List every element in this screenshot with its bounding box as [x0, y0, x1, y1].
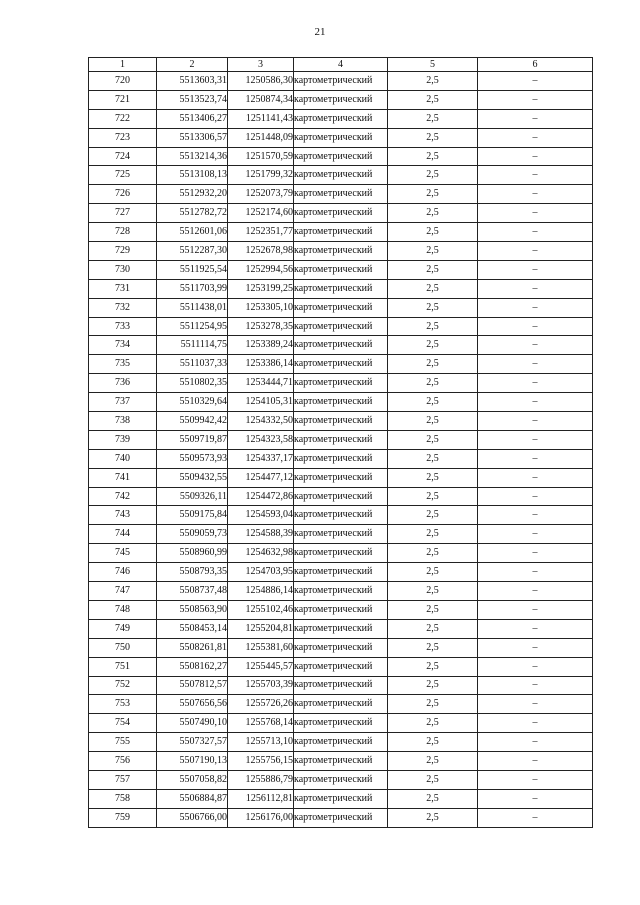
x-coordinate-cell: 5509326,11: [157, 487, 228, 506]
accuracy-cell: 2,5: [388, 430, 478, 449]
page-number: 21: [314, 26, 326, 38]
accuracy-cell: 2,5: [388, 449, 478, 468]
y-coordinate-cell: 1254323,58: [228, 430, 294, 449]
point-number-cell: 724: [89, 147, 157, 166]
method-cell: картометрический: [294, 374, 388, 393]
method-cell: картометрический: [294, 298, 388, 317]
x-coordinate-cell: 5508960,99: [157, 544, 228, 563]
x-coordinate-cell: 5512782,72: [157, 204, 228, 223]
y-coordinate-cell: 1253444,71: [228, 374, 294, 393]
accuracy-cell: 2,5: [388, 714, 478, 733]
table-row: [89, 204, 593, 223]
accuracy-cell: 2,5: [388, 298, 478, 317]
y-coordinate-cell: 1254632,98: [228, 544, 294, 563]
method-cell: картометрический: [294, 714, 388, 733]
description-cell: –: [478, 260, 593, 279]
table-row: [89, 544, 593, 563]
y-coordinate-cell: 1255726,26: [228, 695, 294, 714]
accuracy-cell: 2,5: [388, 72, 478, 91]
method-cell: картометрический: [294, 808, 388, 827]
table-row: [89, 563, 593, 582]
y-coordinate-cell: 1255756,15: [228, 752, 294, 771]
x-coordinate-cell: 5509175,84: [157, 506, 228, 525]
table-row: [89, 582, 593, 601]
y-coordinate-cell: 1255445,57: [228, 657, 294, 676]
accuracy-cell: 2,5: [388, 279, 478, 298]
x-coordinate-cell: 5509719,87: [157, 430, 228, 449]
description-cell: –: [478, 147, 593, 166]
y-coordinate-cell: 1255886,79: [228, 770, 294, 789]
accuracy-cell: 2,5: [388, 506, 478, 525]
method-cell: картометрический: [294, 279, 388, 298]
y-coordinate-cell: 1254703,95: [228, 563, 294, 582]
y-coordinate-cell: 1254105,31: [228, 393, 294, 412]
method-cell: картометрический: [294, 544, 388, 563]
point-number-cell: 755: [89, 733, 157, 752]
point-number-cell: 727: [89, 204, 157, 223]
method-cell: картометрический: [294, 525, 388, 544]
point-number-cell: 741: [89, 468, 157, 487]
point-number-cell: 746: [89, 563, 157, 582]
table-row: [89, 506, 593, 525]
accuracy-cell: 2,5: [388, 374, 478, 393]
description-cell: –: [478, 563, 593, 582]
accuracy-cell: 2,5: [388, 544, 478, 563]
y-coordinate-cell: 1252351,77: [228, 223, 294, 242]
point-number-cell: 758: [89, 789, 157, 808]
description-cell: –: [478, 676, 593, 695]
point-number-cell: 745: [89, 544, 157, 563]
accuracy-cell: 2,5: [388, 638, 478, 657]
description-cell: –: [478, 752, 593, 771]
point-number-cell: 744: [89, 525, 157, 544]
description-cell: –: [478, 128, 593, 147]
y-coordinate-cell: 1253389,24: [228, 336, 294, 355]
x-coordinate-cell: 5507656,56: [157, 695, 228, 714]
y-coordinate-cell: 1254332,50: [228, 412, 294, 431]
y-coordinate-cell: 1255713,10: [228, 733, 294, 752]
table-row: [89, 185, 593, 204]
description-cell: –: [478, 770, 593, 789]
method-cell: картометрический: [294, 619, 388, 638]
y-coordinate-cell: 1254337,17: [228, 449, 294, 468]
method-cell: картометрический: [294, 449, 388, 468]
accuracy-cell: 2,5: [388, 619, 478, 638]
description-cell: –: [478, 449, 593, 468]
table-row: [89, 638, 593, 657]
x-coordinate-cell: 5511037,33: [157, 355, 228, 374]
y-coordinate-cell: 1251141,43: [228, 109, 294, 128]
method-cell: картометрический: [294, 128, 388, 147]
description-cell: –: [478, 374, 593, 393]
method-cell: картометрический: [294, 657, 388, 676]
point-number-cell: 721: [89, 90, 157, 109]
x-coordinate-cell: 5506766,00: [157, 808, 228, 827]
description-cell: –: [478, 544, 593, 563]
method-cell: картометрический: [294, 317, 388, 336]
accuracy-cell: 2,5: [388, 733, 478, 752]
x-coordinate-cell: 5508453,14: [157, 619, 228, 638]
method-cell: картометрический: [294, 72, 388, 91]
description-cell: –: [478, 430, 593, 449]
description-cell: –: [478, 72, 593, 91]
y-coordinate-cell: 1253199,25: [228, 279, 294, 298]
x-coordinate-cell: 5507058,82: [157, 770, 228, 789]
accuracy-cell: 2,5: [388, 676, 478, 695]
accuracy-cell: 2,5: [388, 336, 478, 355]
accuracy-cell: 2,5: [388, 317, 478, 336]
column-header: 1: [89, 58, 157, 72]
accuracy-cell: 2,5: [388, 109, 478, 128]
description-cell: –: [478, 90, 593, 109]
description-cell: –: [478, 279, 593, 298]
description-cell: –: [478, 223, 593, 242]
x-coordinate-cell: 5508261,81: [157, 638, 228, 657]
accuracy-cell: 2,5: [388, 128, 478, 147]
table-row: [89, 676, 593, 695]
point-number-cell: 722: [89, 109, 157, 128]
point-number-cell: 726: [89, 185, 157, 204]
point-number-cell: 750: [89, 638, 157, 657]
point-number-cell: 723: [89, 128, 157, 147]
point-number-cell: 756: [89, 752, 157, 771]
accuracy-cell: 2,5: [388, 185, 478, 204]
accuracy-cell: 2,5: [388, 147, 478, 166]
x-coordinate-cell: 5513306,57: [157, 128, 228, 147]
table-row: [89, 317, 593, 336]
table-row: [89, 468, 593, 487]
description-cell: –: [478, 393, 593, 412]
point-number-cell: 753: [89, 695, 157, 714]
method-cell: картометрический: [294, 147, 388, 166]
x-coordinate-cell: 5507327,57: [157, 733, 228, 752]
table-row: [89, 770, 593, 789]
table-row: [89, 279, 593, 298]
x-coordinate-cell: 5507490,10: [157, 714, 228, 733]
y-coordinate-cell: 1251448,09: [228, 128, 294, 147]
accuracy-cell: 2,5: [388, 90, 478, 109]
x-coordinate-cell: 5511438,01: [157, 298, 228, 317]
x-coordinate-cell: 5507190,13: [157, 752, 228, 771]
y-coordinate-cell: 1255768,14: [228, 714, 294, 733]
y-coordinate-cell: 1253386,14: [228, 355, 294, 374]
method-cell: картометрический: [294, 695, 388, 714]
table-row: [89, 223, 593, 242]
description-cell: –: [478, 582, 593, 601]
accuracy-cell: 2,5: [388, 657, 478, 676]
description-cell: –: [478, 242, 593, 261]
description-cell: –: [478, 204, 593, 223]
x-coordinate-cell: 5509573,93: [157, 449, 228, 468]
y-coordinate-cell: 1255102,46: [228, 600, 294, 619]
x-coordinate-cell: 5506884,87: [157, 789, 228, 808]
x-coordinate-cell: 5513603,31: [157, 72, 228, 91]
method-cell: картометрический: [294, 638, 388, 657]
y-coordinate-cell: 1255703,39: [228, 676, 294, 695]
accuracy-cell: 2,5: [388, 412, 478, 431]
method-cell: картометрический: [294, 185, 388, 204]
point-number-cell: 725: [89, 166, 157, 185]
table-row: [89, 449, 593, 468]
table-row: [89, 147, 593, 166]
table-row: [89, 355, 593, 374]
accuracy-cell: 2,5: [388, 223, 478, 242]
y-coordinate-cell: 1250874,34: [228, 90, 294, 109]
y-coordinate-cell: 1254472,86: [228, 487, 294, 506]
table-row: [89, 260, 593, 279]
description-cell: –: [478, 185, 593, 204]
description-cell: –: [478, 468, 593, 487]
accuracy-cell: 2,5: [388, 204, 478, 223]
x-coordinate-cell: 5510329,64: [157, 393, 228, 412]
x-coordinate-cell: 5509432,55: [157, 468, 228, 487]
description-cell: –: [478, 506, 593, 525]
y-coordinate-cell: 1256112,81: [228, 789, 294, 808]
table-row: [89, 695, 593, 714]
description-cell: –: [478, 525, 593, 544]
description-cell: –: [478, 166, 593, 185]
accuracy-cell: 2,5: [388, 468, 478, 487]
description-cell: –: [478, 109, 593, 128]
point-number-cell: 749: [89, 619, 157, 638]
method-cell: картометрический: [294, 733, 388, 752]
table-row: [89, 430, 593, 449]
method-cell: картометрический: [294, 260, 388, 279]
method-cell: картометрический: [294, 393, 388, 412]
description-cell: –: [478, 657, 593, 676]
point-number-cell: 748: [89, 600, 157, 619]
method-cell: картометрический: [294, 600, 388, 619]
column-header: 3: [228, 58, 294, 72]
table-row: [89, 733, 593, 752]
y-coordinate-cell: 1252073,79: [228, 185, 294, 204]
method-cell: картометрический: [294, 412, 388, 431]
table-row: [89, 808, 593, 827]
table-row: [89, 412, 593, 431]
x-coordinate-cell: 5507812,57: [157, 676, 228, 695]
y-coordinate-cell: 1252994,56: [228, 260, 294, 279]
x-coordinate-cell: 5513214,36: [157, 147, 228, 166]
table-row: [89, 714, 593, 733]
point-number-cell: 729: [89, 242, 157, 261]
x-coordinate-cell: 5508162,27: [157, 657, 228, 676]
x-coordinate-cell: 5513406,27: [157, 109, 228, 128]
point-number-cell: 732: [89, 298, 157, 317]
accuracy-cell: 2,5: [388, 600, 478, 619]
accuracy-cell: 2,5: [388, 487, 478, 506]
y-coordinate-cell: 1254477,12: [228, 468, 294, 487]
accuracy-cell: 2,5: [388, 242, 478, 261]
y-coordinate-cell: 1254588,39: [228, 525, 294, 544]
method-cell: картометрический: [294, 752, 388, 771]
x-coordinate-cell: 5513108,13: [157, 166, 228, 185]
method-cell: картометрический: [294, 109, 388, 128]
table-row: [89, 619, 593, 638]
accuracy-cell: 2,5: [388, 166, 478, 185]
method-cell: картометрический: [294, 242, 388, 261]
table-row: [89, 600, 593, 619]
description-cell: –: [478, 600, 593, 619]
table-row: [89, 128, 593, 147]
description-cell: –: [478, 298, 593, 317]
point-number-cell: 740: [89, 449, 157, 468]
accuracy-cell: 2,5: [388, 563, 478, 582]
point-number-cell: 739: [89, 430, 157, 449]
point-number-cell: 747: [89, 582, 157, 601]
y-coordinate-cell: 1254593,04: [228, 506, 294, 525]
point-number-cell: 743: [89, 506, 157, 525]
x-coordinate-cell: 5512932,20: [157, 185, 228, 204]
y-coordinate-cell: 1251570,59: [228, 147, 294, 166]
column-header: 4: [294, 58, 388, 72]
method-cell: картометрический: [294, 223, 388, 242]
description-cell: –: [478, 789, 593, 808]
accuracy-cell: 2,5: [388, 355, 478, 374]
y-coordinate-cell: 1252678,98: [228, 242, 294, 261]
point-number-cell: 735: [89, 355, 157, 374]
method-cell: картометрический: [294, 563, 388, 582]
table-row: [89, 374, 593, 393]
x-coordinate-cell: 5512601,06: [157, 223, 228, 242]
method-cell: картометрический: [294, 468, 388, 487]
point-number-cell: 754: [89, 714, 157, 733]
column-header: 2: [157, 58, 228, 72]
method-cell: картометрический: [294, 789, 388, 808]
point-number-cell: 733: [89, 317, 157, 336]
method-cell: картометрический: [294, 336, 388, 355]
point-number-cell: 730: [89, 260, 157, 279]
accuracy-cell: 2,5: [388, 525, 478, 544]
method-cell: картометрический: [294, 166, 388, 185]
y-coordinate-cell: 1254886,14: [228, 582, 294, 601]
table-row: [89, 242, 593, 261]
accuracy-cell: 2,5: [388, 582, 478, 601]
method-cell: картометрический: [294, 355, 388, 374]
description-cell: –: [478, 487, 593, 506]
x-coordinate-cell: 5508793,35: [157, 563, 228, 582]
table-row: [89, 525, 593, 544]
x-coordinate-cell: 5510802,35: [157, 374, 228, 393]
description-cell: –: [478, 714, 593, 733]
table-row: [89, 657, 593, 676]
point-number-cell: 736: [89, 374, 157, 393]
x-coordinate-cell: 5511114,75: [157, 336, 228, 355]
description-cell: –: [478, 412, 593, 431]
description-cell: –: [478, 317, 593, 336]
point-number-cell: 757: [89, 770, 157, 789]
table-row: [89, 166, 593, 185]
accuracy-cell: 2,5: [388, 752, 478, 771]
method-cell: картометрический: [294, 204, 388, 223]
x-coordinate-cell: 5509059,73: [157, 525, 228, 544]
x-coordinate-cell: 5512287,30: [157, 242, 228, 261]
accuracy-cell: 2,5: [388, 770, 478, 789]
table-header-row: [89, 58, 593, 72]
description-cell: –: [478, 355, 593, 374]
table-row: [89, 336, 593, 355]
column-header: 6: [478, 58, 593, 72]
method-cell: картометрический: [294, 582, 388, 601]
point-number-cell: 752: [89, 676, 157, 695]
point-number-cell: 728: [89, 223, 157, 242]
point-number-cell: 734: [89, 336, 157, 355]
table-row: [89, 752, 593, 771]
x-coordinate-cell: 5511703,99: [157, 279, 228, 298]
coordinates-table: [88, 57, 593, 828]
description-cell: –: [478, 808, 593, 827]
table-row: [89, 393, 593, 412]
point-number-cell: 731: [89, 279, 157, 298]
point-number-cell: 759: [89, 808, 157, 827]
method-cell: картометрический: [294, 506, 388, 525]
x-coordinate-cell: 5508737,48: [157, 582, 228, 601]
table-row: [89, 90, 593, 109]
method-cell: картометрический: [294, 676, 388, 695]
x-coordinate-cell: 5511254,95: [157, 317, 228, 336]
y-coordinate-cell: 1251799,32: [228, 166, 294, 185]
x-coordinate-cell: 5513523,74: [157, 90, 228, 109]
table-row: [89, 298, 593, 317]
table-row: [89, 72, 593, 91]
point-number-cell: 751: [89, 657, 157, 676]
table-row: [89, 789, 593, 808]
point-number-cell: 738: [89, 412, 157, 431]
table-row: [89, 109, 593, 128]
column-header: 5: [388, 58, 478, 72]
x-coordinate-cell: 5508563,90: [157, 600, 228, 619]
method-cell: картометрический: [294, 770, 388, 789]
y-coordinate-cell: 1255204,81: [228, 619, 294, 638]
description-cell: –: [478, 638, 593, 657]
accuracy-cell: 2,5: [388, 260, 478, 279]
description-cell: –: [478, 336, 593, 355]
accuracy-cell: 2,5: [388, 789, 478, 808]
y-coordinate-cell: 1250586,30: [228, 72, 294, 91]
y-coordinate-cell: 1253305,10: [228, 298, 294, 317]
y-coordinate-cell: 1255381,60: [228, 638, 294, 657]
method-cell: картометрический: [294, 90, 388, 109]
y-coordinate-cell: 1256176,00: [228, 808, 294, 827]
description-cell: –: [478, 619, 593, 638]
point-number-cell: 720: [89, 72, 157, 91]
x-coordinate-cell: 5511925,54: [157, 260, 228, 279]
description-cell: –: [478, 695, 593, 714]
accuracy-cell: 2,5: [388, 393, 478, 412]
description-cell: –: [478, 733, 593, 752]
point-number-cell: 737: [89, 393, 157, 412]
point-number-cell: 742: [89, 487, 157, 506]
table-row: [89, 487, 593, 506]
accuracy-cell: 2,5: [388, 695, 478, 714]
y-coordinate-cell: 1252174,60: [228, 204, 294, 223]
method-cell: картометрический: [294, 430, 388, 449]
y-coordinate-cell: 1253278,35: [228, 317, 294, 336]
accuracy-cell: 2,5: [388, 808, 478, 827]
table-body: [89, 72, 593, 828]
method-cell: картометрический: [294, 487, 388, 506]
x-coordinate-cell: 5509942,42: [157, 412, 228, 431]
